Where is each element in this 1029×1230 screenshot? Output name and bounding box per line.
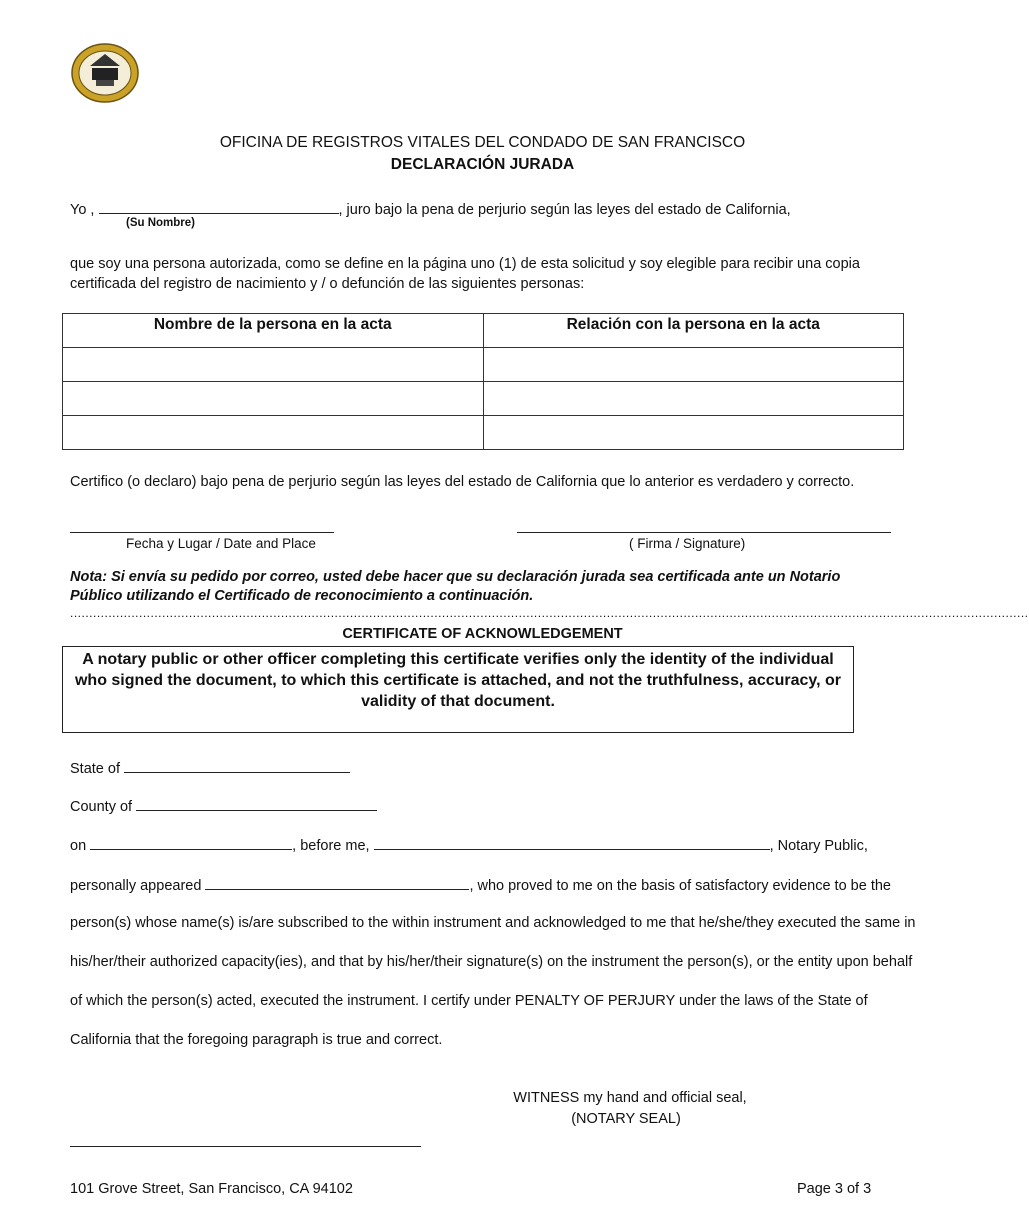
- before-me-label: , before me,: [292, 838, 370, 854]
- office-title: OFICINA DE REGISTROS VITALES DEL CONDADO DE SAN FRANCISCO: [219, 134, 746, 151]
- table-row: [63, 382, 904, 416]
- certificate-notice-box: [62, 646, 854, 733]
- notary-name-blank[interactable]: [374, 836, 770, 850]
- table-row: [63, 348, 904, 382]
- notary-public-label: , Notary Public,: [769, 838, 868, 854]
- certificate-notice-text: A notary public or other officer completing this certificate verifies only the identity of the individual who signed the document, to which this certificate is attached, and not the truthfulness, accuracy, or validity of that document.: [74, 651, 842, 710]
- proved-text: , who proved to me on the basis of satisfactory evidence to be the: [469, 878, 891, 894]
- name-hint: (Su Nombre): [126, 217, 195, 229]
- yo-label: Yo ,: [70, 202, 95, 218]
- certify-statement: Certifico (o declaro) bajo pena de perjurio según las leyes del estado de California que lo anterior es verdadero y correcto.: [70, 474, 855, 490]
- state-label: State of: [70, 761, 120, 777]
- date-place-line[interactable]: [70, 531, 334, 533]
- signature-line[interactable]: [517, 531, 891, 533]
- oath-line: [70, 200, 791, 218]
- table-cell-relation[interactable]: [483, 348, 904, 382]
- appeared-blank[interactable]: [205, 876, 469, 890]
- document-title: DECLARACIÓN JURADA: [390, 156, 575, 173]
- ack-line-2: his/her/their authorized capacity(ies), and that by his/her/their signature(s) on the instrument the person(s), or the entity upon behalf: [70, 954, 913, 970]
- footer-page-number: Page 3 of 3: [797, 1181, 872, 1197]
- ack-line-3: of which the person(s) acted, executed the instrument. I certify under PENALTY OF PERJURY under the laws of the State of: [70, 993, 868, 1009]
- table-row: [63, 416, 904, 450]
- appeared-label: personally appeared: [70, 878, 202, 894]
- col-header-relation: Relación con la persona en la acta: [483, 314, 904, 348]
- date-blank[interactable]: [90, 836, 292, 850]
- persons-table: [62, 313, 904, 450]
- county-line: [70, 797, 377, 815]
- ack-line-1: person(s) whose name(s) is/are subscribed to the within instrument and acknowledged to me that he/she/they executed the same in: [70, 915, 916, 931]
- appeared-line: [70, 876, 891, 894]
- state-line: [70, 759, 350, 777]
- table-cell-name[interactable]: [63, 382, 484, 416]
- oath-suffix: , juro bajo la pena de perjurio según las leyes del estado de California,: [338, 202, 791, 218]
- notary-signature-line[interactable]: [70, 1145, 421, 1147]
- table-cell-relation[interactable]: [483, 382, 904, 416]
- notary-seal-text: (NOTARY SEAL): [571, 1111, 681, 1127]
- table-cell-name[interactable]: [63, 348, 484, 382]
- witness-text: WITNESS my hand and official seal,: [513, 1090, 747, 1106]
- mail-note: Nota: Si envía su pedido por correo, usted debe hacer que su declaración jurada sea certificada ante un Notario Público utilizando el Certificado de reconocimiento a continuación.: [70, 569, 841, 604]
- dotted-divider: ..........................................................................................................................................................................................................................................................: [70, 606, 1029, 620]
- footer-address: 101 Grove Street, San Francisco, CA 94102: [70, 1181, 353, 1197]
- table-cell-relation[interactable]: [483, 416, 904, 450]
- certificate-heading: CERTIFICATE OF ACKNOWLEDGEMENT: [342, 626, 623, 642]
- name-blank[interactable]: [99, 200, 339, 214]
- eligibility-paragraph: que soy una persona autorizada, como se define en la página uno (1) de esta solicitud y soy elegible para recibir una copia certificada del registro de nacimiento y / o defunción de las siguientes personas:: [70, 256, 860, 292]
- county-seal-icon: [70, 42, 140, 104]
- col-header-name: Nombre de la persona en la acta: [63, 314, 484, 348]
- signature-label: ( Firma / Signature): [629, 536, 746, 551]
- ack-line-4: California that the foregoing paragraph is true and correct.: [70, 1032, 443, 1048]
- table-header-row: [63, 314, 904, 348]
- county-label: County of: [70, 799, 133, 815]
- on-label: on: [70, 838, 87, 854]
- date-place-label: Fecha y Lugar / Date and Place: [126, 536, 316, 551]
- county-blank[interactable]: [136, 797, 377, 811]
- state-blank[interactable]: [124, 759, 350, 773]
- table-cell-name[interactable]: [63, 416, 484, 450]
- date-notary-line: [70, 836, 868, 854]
